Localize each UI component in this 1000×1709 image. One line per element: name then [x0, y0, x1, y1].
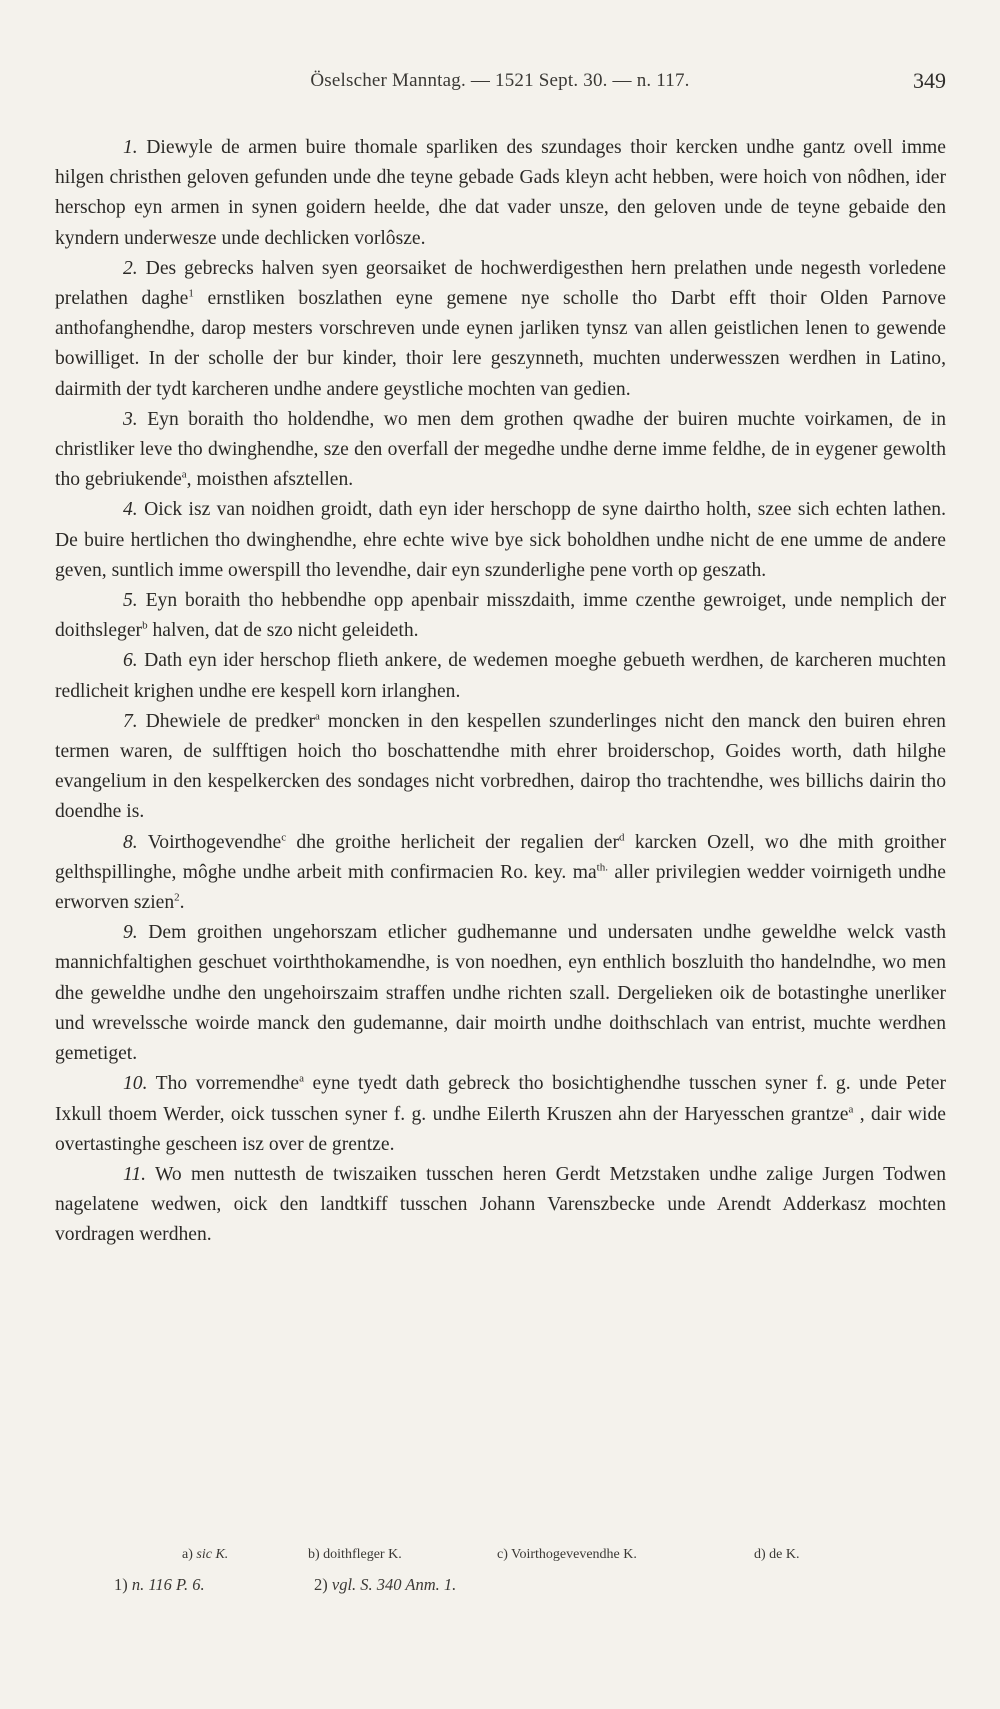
abbrev-sup: th.: [596, 861, 608, 874]
paragraph-7: 7. Dhewiele de predker$^a$ moncken in den kespellen szunderlinges nicht den manck den buiren ehren termen waren, de sulfftigen hoich tho boschattendhe mith ehrer broiderschop, Goides worth, dath hilghe evangelium in den kespelkercken des sondages nicht vorbredhen, dairop tho trachtendhe, wes billichs dairin tho doendhe is.: [55, 710, 946, 823]
paragraph-1: 1. Diewyle de armen buire thomale sparliken des szundages thoir kercken undhe gantz ovell imme hilgen christhen geloven gefunden unde dhe teyne gebade Gads kleyn acht hebben, were hoich von nôdhen, ider herschop eyn armen in synen goidern heelde, dhe dat vader unsze, den geloven unde de teyne gebaide den kyndern underwesze unde dechlicken vorlôsze.: [55, 137, 946, 249]
paragraph-4: 4. Oick isz van noidhen groidt, dath eyn ider herschopp de syne dairtho holth, szee sich echten lathen. De buire hertlichen tho dwinghendhe, ehre echte wive bye sick boholdhen undhe nicht de ene umme de andere geven, suntlich imme owerspill tho levendhe, dair eyn szunderlighe pene vorth op geszath.: [55, 499, 946, 581]
footnote-2: 2) vgl. S. 340 Anm. 1.: [314, 1575, 457, 1594]
footnote-ref: 2: [174, 891, 180, 904]
paragraph-8: 8. Voirthogevendhe$^c$ dhe groithe herlicheit der regalien der$^d$ karcken Ozell, wo dhe mith groither gelthspillinghe, môghe undhe arbeit mith confirmacien Ro. key. $ma^{th.}$ aller privilegien wedder voirnigeth undhe erworven szien$^2$.: [55, 831, 946, 914]
note-ref: c: [281, 831, 287, 844]
document-body: [55, 133, 946, 1251]
textual-note-a: a) sic K.: [182, 1547, 229, 1562]
textual-note-b: b) doithfleger K.: [308, 1547, 402, 1562]
paragraph-11: 11. Wo men nuttesth de twiszaiken tusschen heren Gerdt Metzstaken undhe zalige Jurgen Todwen nagelatene wedwen, oick den landtkiff tusschen Johann Varenszbecke unde Arendt Adderkasz mochten vordragen werdhen.: [55, 1163, 946, 1246]
page-number: 349: [913, 68, 946, 93]
header-title: Öselscher Manntag. — 1521 Sept. 30. — n. 117.: [310, 70, 690, 91]
textual-note-d: d) de K.: [754, 1547, 800, 1562]
paragraph-3: 3. Eyn boraith tho holdendhe, wo men dem grothen qwadhe der buiren muchte voirkamen, de in christliker leve tho dwinghendhe, sze den overfall der megedhe undhe derne imme feldhe, de in eygener gewolth tho gebriukende$^a$, moisthen afsztellen.: [55, 408, 946, 491]
paragraph-6: 6. Dath eyn ider herschop flieth ankere, de wedemen moeghe gebueth werdhen, de karcheren muchten redlicheit krighen undhe ere kespell korn irlanghen.: [55, 650, 946, 702]
note-ref: a: [299, 1072, 305, 1085]
paragraph-9: 9. Dem groithen ungehorszam etlicher gudhemanne und undersaten undhe geweldhe welck vasth mannichfaltighen geschuet voirththokamendhe, is von noedhen, eyn enthlich boszluith tho handelndhe, wo men dhe geweldhe undhe den ungehoirszaim straffen undhe richten szall. Dergelieken oik de botastinghe unerliker und wrevelssche woirde manck den gudemanne, dair moirth undhe doithschlach van entrist, muchte werdhen gemetiget.: [55, 922, 946, 1065]
paragraph-2: 2. Des gebrecks halven syen georsaiket de hochwerdigesthen hern prelathen unde negesth vorledene prelathen daghe$^1$ ernstliken boszlathen eyne gemene nye scholle tho Darbt efft thoir Olden Parnove anthofanghendhe, darop mesters vorschreven unde eynen jarliken tynsz van allen geistlichen lenen to gewende bowilliget. In der scholle der bur kinder, thoir lere geszynneth, muchten underwesszen werdhen in Latino, dairmith der tydt karcheren undhe andere geystliche mochten van gedien.: [55, 257, 947, 400]
paragraph-10: 10. Tho vorremendhe$^a$ eyne tyedt dath gebreck tho bosichtighendhe tusschen syner f. g. unde Peter Ixkull thoem Werder, oick tusschen syner f. g. undhe Eilerth Kruszen ahn der Haryesschen grantze$^a$ , dair wide overtastinghe gescheen isz over de grentze.: [55, 1072, 947, 1155]
note-ref: a: [314, 710, 320, 723]
note-ref: a: [181, 468, 187, 481]
note-ref: b: [142, 619, 148, 632]
note-ref: d: [618, 831, 625, 844]
footnote-ref: 1: [188, 287, 194, 300]
note-ref: a: [848, 1102, 854, 1115]
paragraph-5: 5. Eyn boraith tho hebbendhe opp apenbair misszdaith, imme czenthe gewroiget, unde nemplich der doithsleger$^b$ halven, dat de szo nicht geleideth.: [55, 590, 946, 642]
textual-note-c: c) Voirthogevevendhe K.: [497, 1547, 637, 1562]
running-header: [0, 70, 1000, 100]
footnote-1: 1) n. 116 P. 6.: [114, 1575, 205, 1594]
